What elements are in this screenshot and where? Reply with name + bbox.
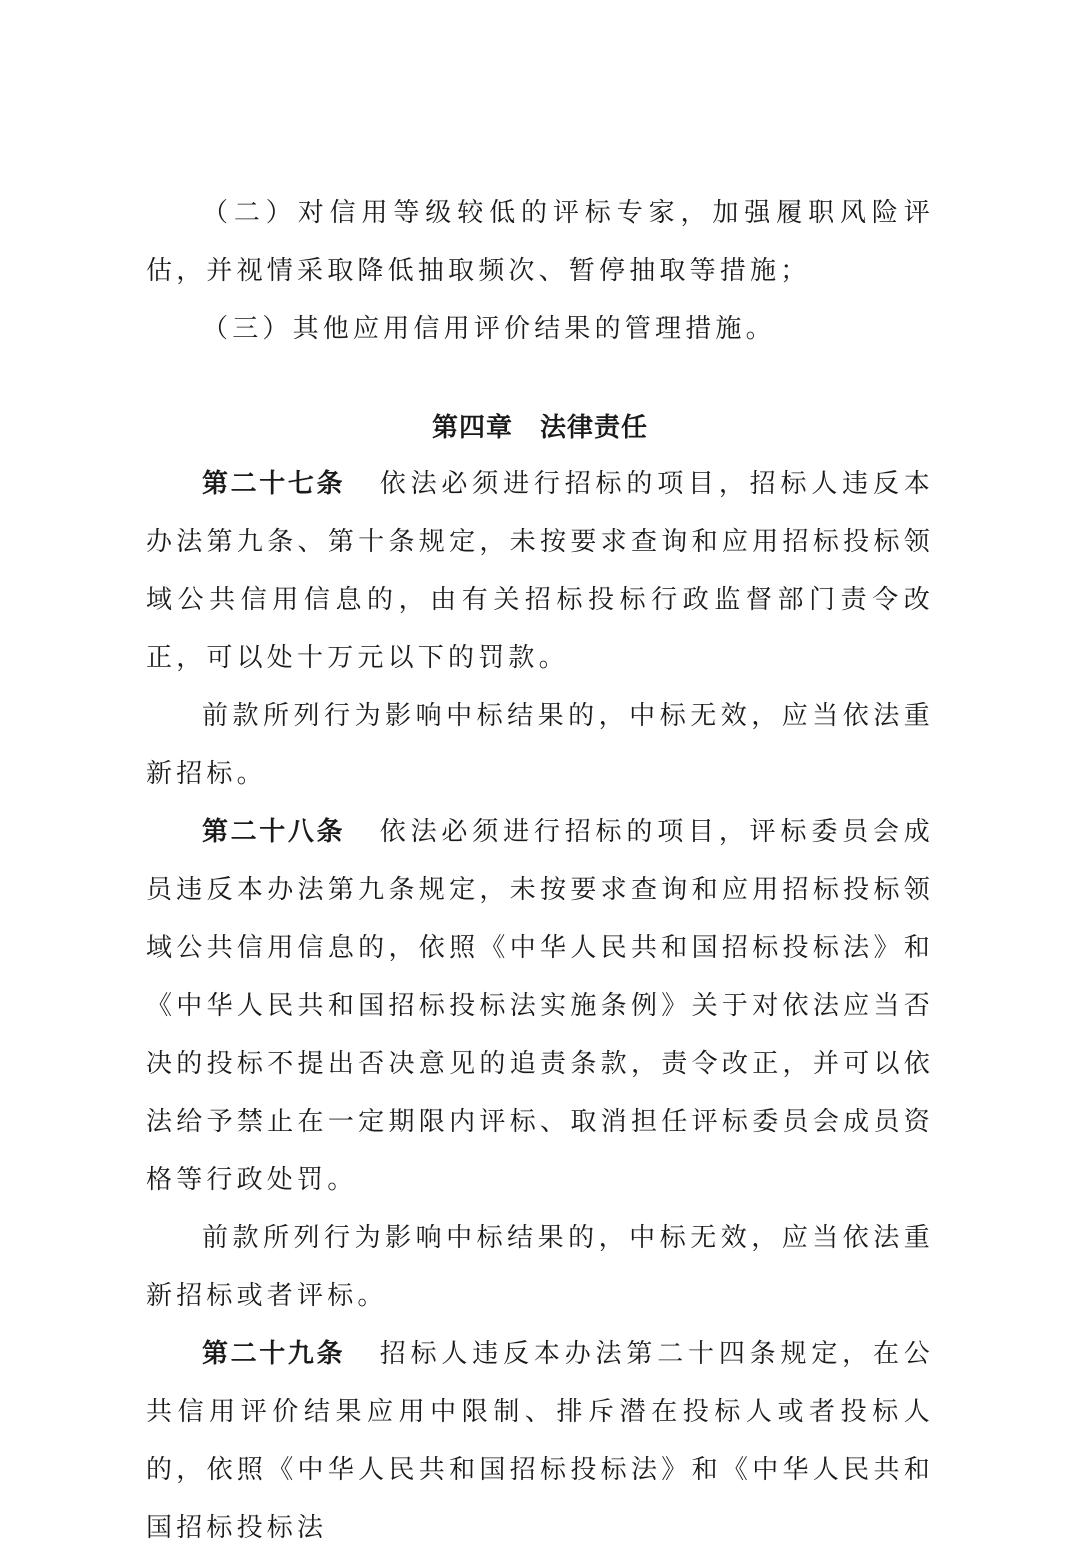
article-28-body: 依法必须进行招标的项目，评标委员会成员违反本办法第九条规定，未按要求查询和应用招标投标领域公共信用信息的，依照《中华人民共和国招标投标法》和《中华人民共和国招标投标法实施条例》关于对依法应当否决的投标不提出否决意见的追责条款，责令改正，并可以依法给予禁止在一定期限内评标、取消担任评标委员会成员资格等行政处罚。 bbox=[146, 817, 934, 1195]
article-27 bbox=[146, 455, 934, 687]
article-28-title: 第二十八条 bbox=[202, 817, 346, 847]
articles-section bbox=[146, 455, 934, 1557]
article-27-body: 依法必须进行招标的项目，招标人违反本办法第九条、第十条规定，未按要求查询和应用招标投标领域公共信用信息的，由有关招标投标行政监督部门责令改正，可以处十万元以下的罚款。 bbox=[146, 469, 934, 673]
measure-item-3: （三）其他应用信用评价结果的管理措施。 bbox=[202, 314, 776, 344]
article-29-body: 招标人违反本办法第二十四条规定，在公共信用评价结果应用中限制、排斥潜在投标人或者投标人的，依照《中华人民共和国招标投标法》和《中华人民共和国招标投标法 bbox=[146, 1339, 934, 1543]
article-28-paragraph-2: 前款所列行为影响中标结果的，中标无效，应当依法重新招标或者评标。 bbox=[146, 1223, 934, 1311]
article-28 bbox=[146, 803, 934, 1209]
chapter-heading: 第四章 法律责任 bbox=[431, 413, 648, 443]
article-29-title: 第二十九条 bbox=[202, 1339, 346, 1369]
article-29 bbox=[146, 1325, 934, 1557]
measures-list bbox=[146, 184, 934, 358]
measure-item-2: （二）对信用等级较低的评标专家，加强履职风险评估，并视情采取降低抽取频次、暂停抽取等措施； bbox=[146, 198, 934, 286]
article-27-paragraph-2: 前款所列行为影响中标结果的，中标无效，应当依法重新招标。 bbox=[146, 701, 934, 789]
article-27-title: 第二十七条 bbox=[202, 469, 346, 499]
